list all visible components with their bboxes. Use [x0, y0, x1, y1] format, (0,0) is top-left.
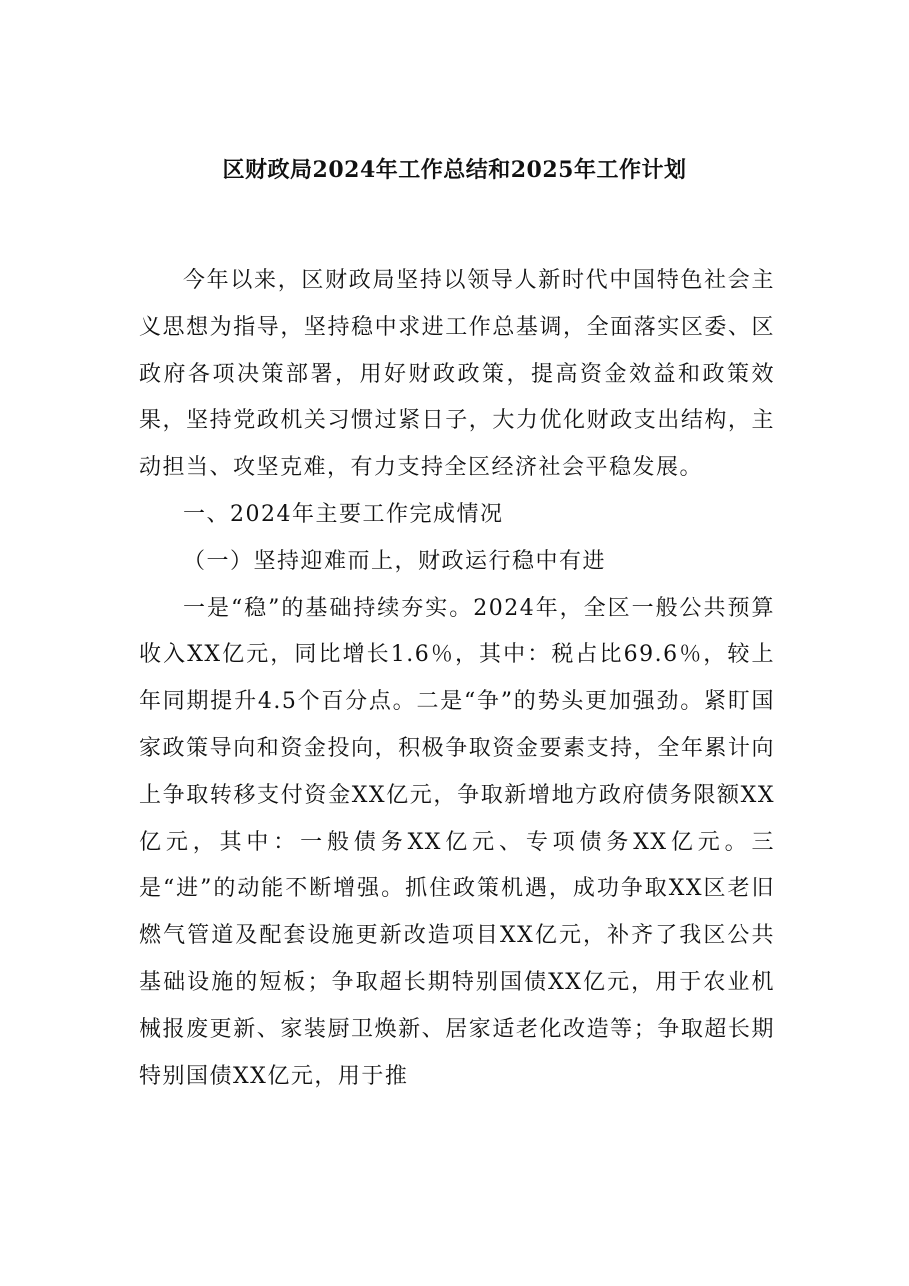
intro-paragraph: 今年以来，区财政局坚持以领导人新时代中国特色社会主义思想为指导，坚持稳中求进工作总基调，全面落实区委、区政府各项决策部署，用好财政政策，提高资金效益和政策效果，坚持党政机关习惯过紧日子，大力优化财政支出结构，主动担当、攻坚克难，有力支持全区经济社会平稳发展。 — [139, 268, 775, 481]
section-heading: 一、2024年主要工作完成情况 — [183, 501, 504, 527]
body-paragraph: 一是“稳”的基础持续夯实。2024年，全区一般公共预算收入XX亿元，同比增长1.6％，其中：税占比69.6％，较上年同期提升4.5个百分点。二是“争”的势头更加强劲。紧盯国家政策导向和资金投向，积极争取资金要素支持，全年累计向上争取转移支付资金XX亿元，争取新增地方政府债务限额XX亿元，其中：一般债务XX亿元、专项债务XX亿元。三是“进”的动能不断增强。抓住政策机遇，成功争取XX区老旧燃气管道及配套设施更新改造项目XX亿元，补齐了我区公共基础设施的短板；争取超长期特别国债XX亿元，用于农业机械报废更新、家装厨卫焕新、居家适老化改造等；争取超长期特别国债XX亿元，用于推 — [139, 595, 775, 1089]
document-title: 区财政局2024年工作总结和2025年工作计划 — [222, 157, 687, 183]
document-body — [139, 258, 775, 1100]
subsection-heading: （一）坚持迎难而上，财政运行稳中有进 — [183, 548, 607, 574]
